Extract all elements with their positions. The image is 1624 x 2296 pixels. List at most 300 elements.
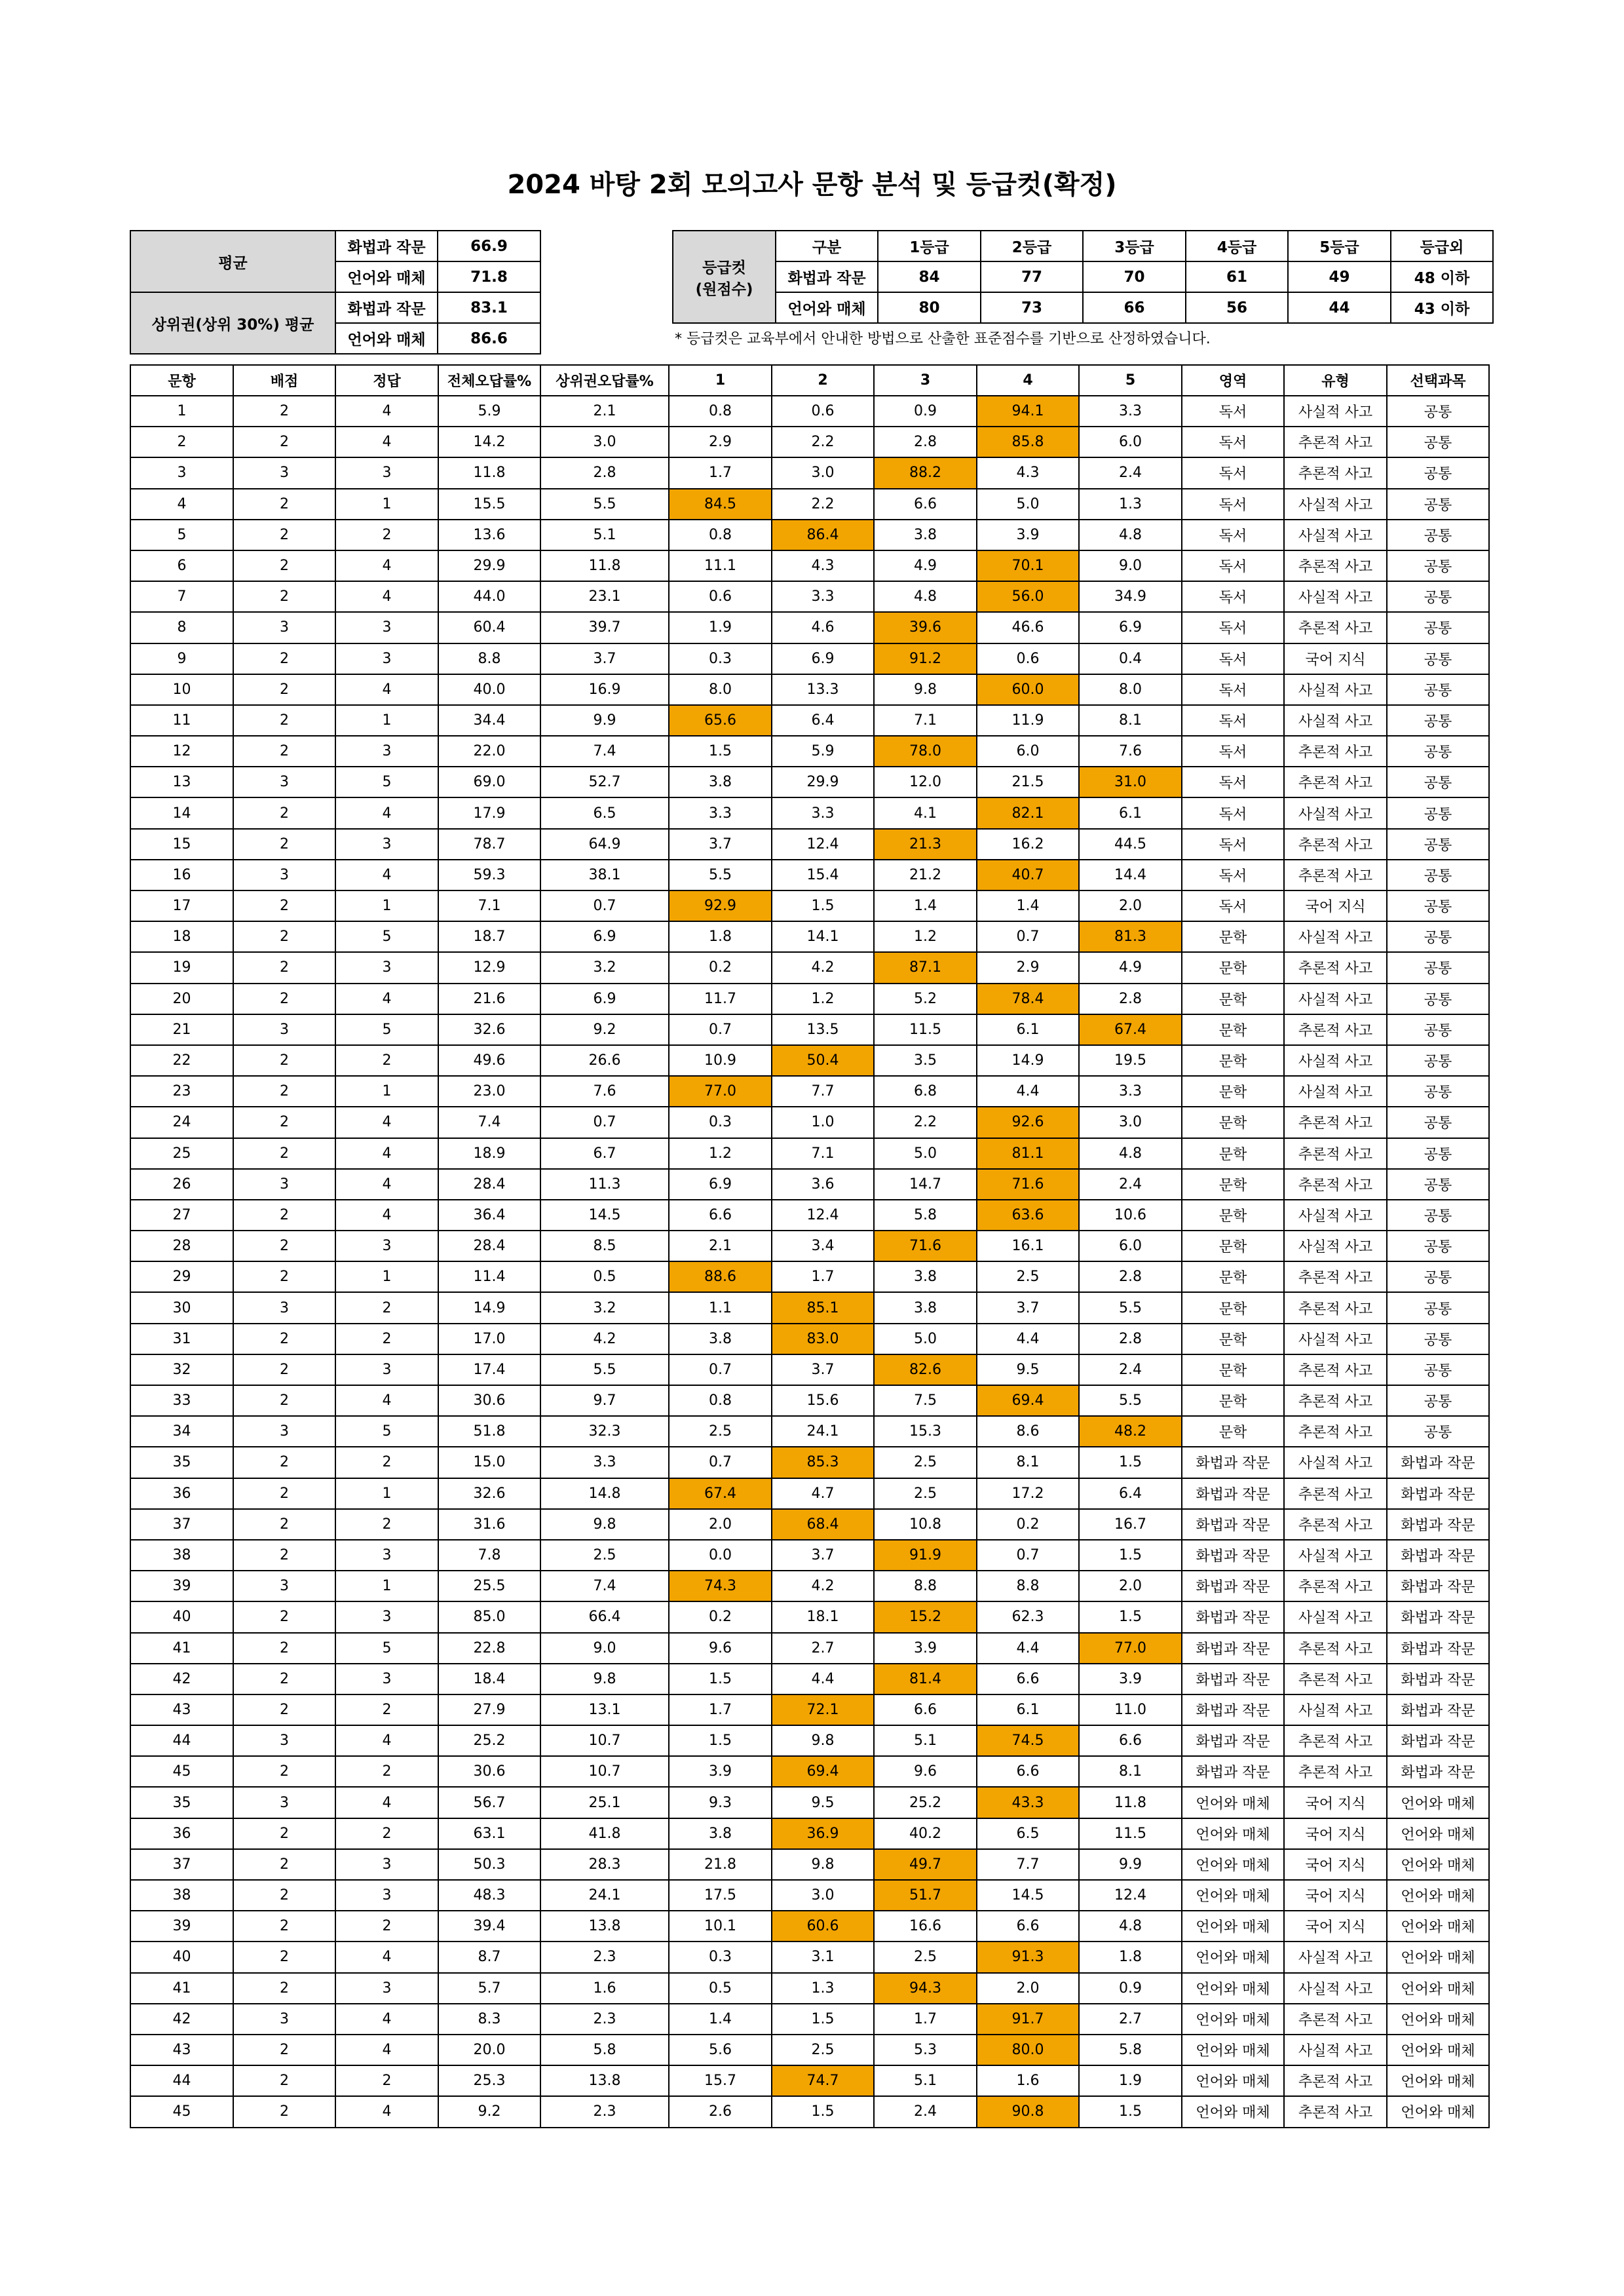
item-number-cell: 20 (130, 984, 233, 1014)
points-cell: 3 (233, 860, 335, 890)
overall-error-rate-cell: 30.6 (438, 1756, 540, 1787)
choice-4-rate-cell: 91.7 (977, 2004, 1079, 2035)
top-error-rate-cell: 11.3 (540, 1169, 669, 1200)
item-number-cell: 25 (130, 1138, 233, 1169)
elective-subject-cell: 공통 (1387, 1076, 1489, 1107)
answer-cell: 4 (335, 1138, 438, 1169)
question-type-cell: 사실적 사고 (1284, 705, 1387, 736)
question-type-cell: 사실적 사고 (1284, 581, 1387, 612)
table-row (130, 1014, 1489, 1045)
elective-subject-cell: 공통 (1387, 1045, 1489, 1076)
answer-cell: 2 (335, 1756, 438, 1787)
table-row (130, 1169, 1489, 1200)
choice-1-rate-cell: 1.9 (669, 612, 772, 643)
choice-1-rate-cell: 15.7 (669, 2065, 772, 2096)
question-type-cell: 사실적 사고 (1284, 1045, 1387, 1076)
answer-cell: 4 (335, 797, 438, 828)
choice-4-rate-cell: 94.1 (977, 396, 1079, 427)
elective-subject-cell: 화법과 작문 (1387, 1478, 1489, 1509)
elective-subject-cell: 공통 (1387, 1200, 1489, 1231)
elective-subject-cell: 공통 (1387, 520, 1489, 550)
points-cell: 2 (233, 890, 335, 921)
top-error-rate-cell: 24.1 (540, 1880, 669, 1911)
table-row (130, 1571, 1489, 1601)
top-error-rate-cell: 9.8 (540, 1664, 669, 1694)
choice-4-rate-cell: 63.6 (977, 1200, 1079, 1231)
answer-cell: 3 (335, 1849, 438, 1880)
choice-4-rate-cell: 43.3 (977, 1787, 1079, 1818)
answer-cell: 3 (335, 829, 438, 860)
item-number-cell: 21 (130, 1014, 233, 1045)
choice-3-rate-cell: 14.7 (874, 1169, 977, 1200)
elective-subject-cell: 화법과 작문 (1387, 1633, 1489, 1664)
item-number-cell: 7 (130, 581, 233, 612)
table-row (130, 489, 1489, 520)
question-type-cell: 국어 지식 (1284, 643, 1387, 674)
choice-2-rate-cell: 74.7 (772, 2065, 874, 2096)
domain-cell: 화법과 작문 (1182, 1509, 1284, 1540)
choice-2-rate-cell: 85.1 (772, 1292, 874, 1323)
domain-cell: 독서 (1182, 520, 1284, 550)
table-row (130, 1478, 1489, 1509)
points-cell: 2 (233, 1385, 335, 1416)
item-number-cell: 37 (130, 1509, 233, 1540)
elective-subject-cell: 공통 (1387, 612, 1489, 643)
overall-error-rate-cell: 18.9 (438, 1138, 540, 1169)
domain-cell: 독서 (1182, 550, 1284, 581)
choice-3-rate-cell: 3.8 (874, 520, 977, 550)
choice-3-rate-cell: 5.3 (874, 2035, 977, 2065)
choice-4-rate-cell: 85.8 (977, 427, 1079, 457)
choice-2-rate-cell: 12.4 (772, 1200, 874, 1231)
table-row (130, 2065, 1489, 2096)
top-error-rate-cell: 39.7 (540, 612, 669, 643)
choice-2-rate-cell: 15.6 (772, 1385, 874, 1416)
question-type-cell: 국어 지식 (1284, 1911, 1387, 1942)
question-type-cell: 추론적 사고 (1284, 1509, 1387, 1540)
choice-4-rate-cell: 4.4 (977, 1324, 1079, 1354)
choice-2-rate-cell: 1.5 (772, 890, 874, 921)
choice-5-rate-cell: 4.8 (1079, 1911, 1182, 1942)
choice-5-rate-cell: 1.5 (1079, 1540, 1182, 1571)
choice-4-rate-cell: 92.6 (977, 1107, 1079, 1138)
answer-cell: 3 (335, 1973, 438, 2004)
top-error-rate-cell: 23.1 (540, 581, 669, 612)
choice-1-rate-cell: 0.8 (669, 520, 772, 550)
points-cell: 3 (233, 1725, 335, 1756)
choice-3-rate-cell: 94.3 (874, 1973, 977, 2004)
overall-error-rate-cell: 25.2 (438, 1725, 540, 1756)
overall-error-rate-cell: 78.7 (438, 829, 540, 860)
question-type-cell: 추론적 사고 (1284, 1664, 1387, 1694)
overall-error-rate-cell: 13.6 (438, 520, 540, 550)
item-number-cell: 43 (130, 1694, 233, 1725)
choice-2-rate-cell: 1.5 (772, 2004, 874, 2035)
choice-1-rate-cell: 1.7 (669, 1694, 772, 1725)
column-header: 5 (1079, 365, 1182, 396)
item-number-cell: 39 (130, 1911, 233, 1942)
choice-4-rate-cell: 9.5 (977, 1354, 1079, 1385)
question-type-cell: 국어 지식 (1284, 1880, 1387, 1911)
table-row (130, 890, 1489, 921)
question-type-cell: 추론적 사고 (1284, 860, 1387, 890)
answer-cell: 4 (335, 396, 438, 427)
points-cell: 2 (233, 1138, 335, 1169)
choice-2-rate-cell: 9.5 (772, 1787, 874, 1818)
choice-5-rate-cell: 2.7 (1079, 2004, 1182, 2035)
domain-cell: 언어와 매체 (1182, 1787, 1284, 1818)
overall-error-rate-cell: 63.1 (438, 1818, 540, 1849)
answer-cell: 4 (335, 1942, 438, 1972)
grade-cut-cell: 80 (878, 292, 981, 323)
points-cell: 2 (233, 1200, 335, 1231)
question-type-cell: 추론적 사고 (1284, 767, 1387, 797)
top-error-rate-cell: 41.8 (540, 1818, 669, 1849)
item-number-cell: 11 (130, 705, 233, 736)
overall-error-rate-cell: 34.4 (438, 705, 540, 736)
question-type-cell: 사실적 사고 (1284, 674, 1387, 705)
question-type-cell: 사실적 사고 (1284, 921, 1387, 952)
choice-1-rate-cell: 3.7 (669, 829, 772, 860)
domain-cell: 문학 (1182, 1169, 1284, 1200)
top-error-rate-cell: 9.9 (540, 705, 669, 736)
points-cell: 2 (233, 1231, 335, 1261)
points-cell: 2 (233, 797, 335, 828)
points-cell: 2 (233, 921, 335, 952)
top-error-rate-cell: 1.6 (540, 1973, 669, 2004)
points-cell: 2 (233, 1973, 335, 2004)
choice-4-rate-cell: 69.4 (977, 1385, 1079, 1416)
question-type-cell: 사실적 사고 (1284, 1601, 1387, 1632)
item-number-cell: 37 (130, 1849, 233, 1880)
top-average-value-media: 86.6 (438, 323, 540, 354)
grade-cut-cell: 84 (878, 261, 981, 292)
overall-error-rate-cell: 30.6 (438, 1385, 540, 1416)
item-number-cell: 4 (130, 489, 233, 520)
average-label: 평균 (130, 231, 335, 292)
table-row (130, 736, 1489, 767)
choice-3-rate-cell: 40.2 (874, 1818, 977, 1849)
domain-cell: 화법과 작문 (1182, 1540, 1284, 1571)
choice-1-rate-cell: 0.3 (669, 1107, 772, 1138)
choice-2-rate-cell: 3.1 (772, 1942, 874, 1972)
elective-subject-cell: 언어와 매체 (1387, 1880, 1489, 1911)
answer-cell: 3 (335, 952, 438, 983)
points-cell: 2 (233, 1540, 335, 1571)
item-number-cell: 10 (130, 674, 233, 705)
table-row (130, 674, 1489, 705)
column-header: 4 (977, 365, 1079, 396)
domain-cell: 문학 (1182, 1416, 1284, 1447)
points-cell: 2 (233, 1756, 335, 1787)
top-error-rate-cell: 3.0 (540, 427, 669, 457)
top-error-rate-cell: 13.8 (540, 1911, 669, 1942)
domain-cell: 문학 (1182, 1200, 1284, 1231)
question-type-cell: 추론적 사고 (1284, 1416, 1387, 1447)
table-row (130, 612, 1489, 643)
overall-error-rate-cell: 28.4 (438, 1231, 540, 1261)
question-type-cell: 추론적 사고 (1284, 2065, 1387, 2096)
points-cell: 2 (233, 984, 335, 1014)
answer-cell: 2 (335, 1509, 438, 1540)
overall-error-rate-cell: 5.7 (438, 1973, 540, 2004)
overall-error-rate-cell: 14.2 (438, 427, 540, 457)
top-error-rate-cell: 7.4 (540, 736, 669, 767)
grade-cut-cell: 언어와 매체 (776, 292, 878, 323)
choice-3-rate-cell: 15.3 (874, 1416, 977, 1447)
domain-cell: 독서 (1182, 705, 1284, 736)
choice-4-rate-cell: 1.4 (977, 890, 1079, 921)
choice-3-rate-cell: 51.7 (874, 1880, 977, 1911)
answer-cell: 4 (335, 2004, 438, 2035)
choice-3-rate-cell: 3.8 (874, 1261, 977, 1292)
grade-cut-label-line1: 등급컷 (702, 259, 746, 277)
choice-5-rate-cell: 19.5 (1079, 1045, 1182, 1076)
grade-cut-label (673, 231, 776, 323)
elective-subject-cell: 화법과 작문 (1387, 1694, 1489, 1725)
elective-subject-cell: 공통 (1387, 984, 1489, 1014)
choice-1-rate-cell: 10.9 (669, 1045, 772, 1076)
choice-5-rate-cell: 5.5 (1079, 1292, 1182, 1323)
choice-2-rate-cell: 86.4 (772, 520, 874, 550)
choice-5-rate-cell: 6.0 (1079, 1231, 1182, 1261)
domain-cell: 언어와 매체 (1182, 1818, 1284, 1849)
answer-cell: 2 (335, 1324, 438, 1354)
question-type-cell: 국어 지식 (1284, 1849, 1387, 1880)
top-error-rate-cell: 9.0 (540, 1633, 669, 1664)
choice-5-rate-cell: 31.0 (1079, 767, 1182, 797)
domain-cell: 문학 (1182, 1354, 1284, 1385)
elective-subject-cell: 화법과 작문 (1387, 1571, 1489, 1601)
overall-error-rate-cell: 25.5 (438, 1571, 540, 1601)
top-error-rate-cell: 10.7 (540, 1756, 669, 1787)
choice-2-rate-cell: 3.3 (772, 797, 874, 828)
question-type-cell: 국어 지식 (1284, 1818, 1387, 1849)
answer-cell: 2 (335, 1045, 438, 1076)
choice-3-rate-cell: 9.6 (874, 1756, 977, 1787)
top-error-rate-cell: 2.3 (540, 2096, 669, 2127)
points-cell: 2 (233, 1324, 335, 1354)
question-type-cell: 사실적 사고 (1284, 1694, 1387, 1725)
elective-subject-cell: 공통 (1387, 1416, 1489, 1447)
choice-4-rate-cell: 70.1 (977, 550, 1079, 581)
choice-2-rate-cell: 85.3 (772, 1447, 874, 1478)
domain-cell: 독서 (1182, 736, 1284, 767)
top-error-rate-cell: 0.7 (540, 890, 669, 921)
item-number-cell: 42 (130, 1664, 233, 1694)
points-cell: 2 (233, 1880, 335, 1911)
column-header: 2 (772, 365, 874, 396)
choice-4-rate-cell: 6.6 (977, 1911, 1079, 1942)
domain-cell: 화법과 작문 (1182, 1664, 1284, 1694)
points-cell: 2 (233, 1633, 335, 1664)
top-error-rate-cell: 3.2 (540, 952, 669, 983)
table-row (130, 860, 1489, 890)
choice-3-rate-cell: 5.0 (874, 1138, 977, 1169)
question-type-cell: 추론적 사고 (1284, 457, 1387, 488)
points-cell: 2 (233, 489, 335, 520)
table-row (130, 457, 1489, 488)
top-error-rate-cell: 13.8 (540, 2065, 669, 2096)
answer-cell: 3 (335, 1880, 438, 1911)
table-row (130, 1756, 1489, 1787)
question-type-cell: 사실적 사고 (1284, 1324, 1387, 1354)
choice-2-rate-cell: 68.4 (772, 1509, 874, 1540)
choice-3-rate-cell: 25.2 (874, 1787, 977, 1818)
choice-5-rate-cell: 4.9 (1079, 952, 1182, 983)
question-type-cell: 추론적 사고 (1284, 1725, 1387, 1756)
choice-1-rate-cell: 0.7 (669, 1354, 772, 1385)
domain-cell: 언어와 매체 (1182, 2035, 1284, 2065)
item-number-cell: 36 (130, 1478, 233, 1509)
choice-3-rate-cell: 3.8 (874, 1292, 977, 1323)
overall-error-rate-cell: 18.4 (438, 1664, 540, 1694)
choice-1-rate-cell: 3.8 (669, 1324, 772, 1354)
column-header: 영역 (1182, 365, 1284, 396)
answer-cell: 3 (335, 457, 438, 488)
item-number-cell: 16 (130, 860, 233, 890)
domain-cell: 문학 (1182, 1045, 1284, 1076)
choice-5-rate-cell: 1.5 (1079, 1601, 1182, 1632)
domain-cell: 언어와 매체 (1182, 1911, 1284, 1942)
overall-error-rate-cell: 69.0 (438, 767, 540, 797)
domain-cell: 언어와 매체 (1182, 1849, 1284, 1880)
choice-3-rate-cell: 3.9 (874, 1633, 977, 1664)
table-row (130, 1973, 1489, 2004)
choice-3-rate-cell: 7.1 (874, 705, 977, 736)
item-number-cell: 3 (130, 457, 233, 488)
item-number-cell: 44 (130, 2065, 233, 2096)
overall-error-rate-cell: 50.3 (438, 1849, 540, 1880)
top-average-label: 상위권(상위 30%) 평균 (130, 292, 335, 354)
choice-4-rate-cell: 6.1 (977, 1014, 1079, 1045)
elective-subject-cell: 화법과 작문 (1387, 1447, 1489, 1478)
domain-cell: 문학 (1182, 1231, 1284, 1261)
choice-3-rate-cell: 1.7 (874, 2004, 977, 2035)
question-type-cell: 사실적 사고 (1284, 489, 1387, 520)
domain-cell: 문학 (1182, 1324, 1284, 1354)
answer-cell: 1 (335, 705, 438, 736)
domain-cell: 화법과 작문 (1182, 1571, 1284, 1601)
answer-cell: 2 (335, 1292, 438, 1323)
table-row (130, 550, 1489, 581)
choice-1-rate-cell: 5.5 (669, 860, 772, 890)
domain-cell: 화법과 작문 (1182, 1447, 1284, 1478)
table-row (130, 2096, 1489, 2127)
choice-5-rate-cell: 4.8 (1079, 520, 1182, 550)
grade-cut-cell: 44 (1288, 292, 1391, 323)
grade-cut-cell: 77 (981, 261, 1083, 292)
item-number-cell: 30 (130, 1292, 233, 1323)
elective-subject-cell: 공통 (1387, 952, 1489, 983)
choice-4-rate-cell: 0.7 (977, 921, 1079, 952)
choice-3-rate-cell: 2.8 (874, 427, 977, 457)
table-row (130, 1601, 1489, 1632)
domain-cell: 문학 (1182, 1076, 1284, 1107)
elective-subject-cell: 공통 (1387, 674, 1489, 705)
choice-5-rate-cell: 6.4 (1079, 1478, 1182, 1509)
answer-cell: 2 (335, 1818, 438, 1849)
table-row (130, 520, 1489, 550)
column-header: 문항 (130, 365, 233, 396)
top-error-rate-cell: 4.2 (540, 1324, 669, 1354)
choice-5-rate-cell: 11.5 (1079, 1818, 1182, 1849)
elective-subject-cell: 언어와 매체 (1387, 1911, 1489, 1942)
choice-5-rate-cell: 9.9 (1079, 1849, 1182, 1880)
item-number-cell: 5 (130, 520, 233, 550)
item-number-cell: 27 (130, 1200, 233, 1231)
answer-cell: 4 (335, 1385, 438, 1416)
answer-cell: 3 (335, 612, 438, 643)
table-row (130, 1231, 1489, 1261)
choice-1-rate-cell: 88.6 (669, 1261, 772, 1292)
top-error-rate-cell: 5.1 (540, 520, 669, 550)
item-number-cell: 31 (130, 1324, 233, 1354)
choice-3-rate-cell: 2.2 (874, 1107, 977, 1138)
answer-cell: 1 (335, 489, 438, 520)
points-cell: 2 (233, 2065, 335, 2096)
top-error-rate-cell: 0.7 (540, 1107, 669, 1138)
overall-error-rate-cell: 36.4 (438, 1200, 540, 1231)
domain-cell: 독서 (1182, 890, 1284, 921)
choice-1-rate-cell: 0.6 (669, 581, 772, 612)
choice-1-rate-cell: 9.6 (669, 1633, 772, 1664)
domain-cell: 독서 (1182, 860, 1284, 890)
choice-5-rate-cell: 3.0 (1079, 1107, 1182, 1138)
choice-4-rate-cell: 40.7 (977, 860, 1079, 890)
top-error-rate-cell: 26.6 (540, 1045, 669, 1076)
domain-cell: 독서 (1182, 767, 1284, 797)
points-cell: 2 (233, 581, 335, 612)
average-subject-speech: 화법과 작문 (335, 231, 438, 261)
top-error-rate-cell: 14.8 (540, 1478, 669, 1509)
domain-cell: 독서 (1182, 643, 1284, 674)
choice-1-rate-cell: 0.3 (669, 643, 772, 674)
choice-4-rate-cell: 2.5 (977, 1261, 1079, 1292)
grade-cut-label-line2: (원점수) (695, 280, 753, 298)
choice-5-rate-cell: 14.4 (1079, 860, 1182, 890)
elective-subject-cell: 공통 (1387, 705, 1489, 736)
elective-subject-cell: 공통 (1387, 1231, 1489, 1261)
choice-2-rate-cell: 2.2 (772, 427, 874, 457)
choice-2-rate-cell: 15.4 (772, 860, 874, 890)
domain-cell: 문학 (1182, 1385, 1284, 1416)
choice-5-rate-cell: 2.8 (1079, 984, 1182, 1014)
table-row (130, 1261, 1489, 1292)
item-number-cell: 22 (130, 1045, 233, 1076)
answer-cell: 2 (335, 1447, 438, 1478)
answer-cell: 5 (335, 1633, 438, 1664)
elective-subject-cell: 화법과 작문 (1387, 1725, 1489, 1756)
choice-3-rate-cell: 5.1 (874, 2065, 977, 2096)
question-type-cell: 추론적 사고 (1284, 612, 1387, 643)
points-cell: 3 (233, 1292, 335, 1323)
answer-cell: 4 (335, 550, 438, 581)
choice-4-rate-cell: 8.1 (977, 1447, 1079, 1478)
choice-2-rate-cell: 60.6 (772, 1911, 874, 1942)
question-type-cell: 추론적 사고 (1284, 829, 1387, 860)
domain-cell: 문학 (1182, 1138, 1284, 1169)
elective-subject-cell: 공통 (1387, 921, 1489, 952)
choice-2-rate-cell: 13.3 (772, 674, 874, 705)
elective-subject-cell: 공통 (1387, 890, 1489, 921)
top-error-rate-cell: 5.8 (540, 2035, 669, 2065)
choice-4-rate-cell: 14.9 (977, 1045, 1079, 1076)
choice-2-rate-cell: 69.4 (772, 1756, 874, 1787)
choice-2-rate-cell: 7.7 (772, 1076, 874, 1107)
choice-4-rate-cell: 6.6 (977, 1664, 1079, 1694)
question-type-cell: 추론적 사고 (1284, 1385, 1387, 1416)
